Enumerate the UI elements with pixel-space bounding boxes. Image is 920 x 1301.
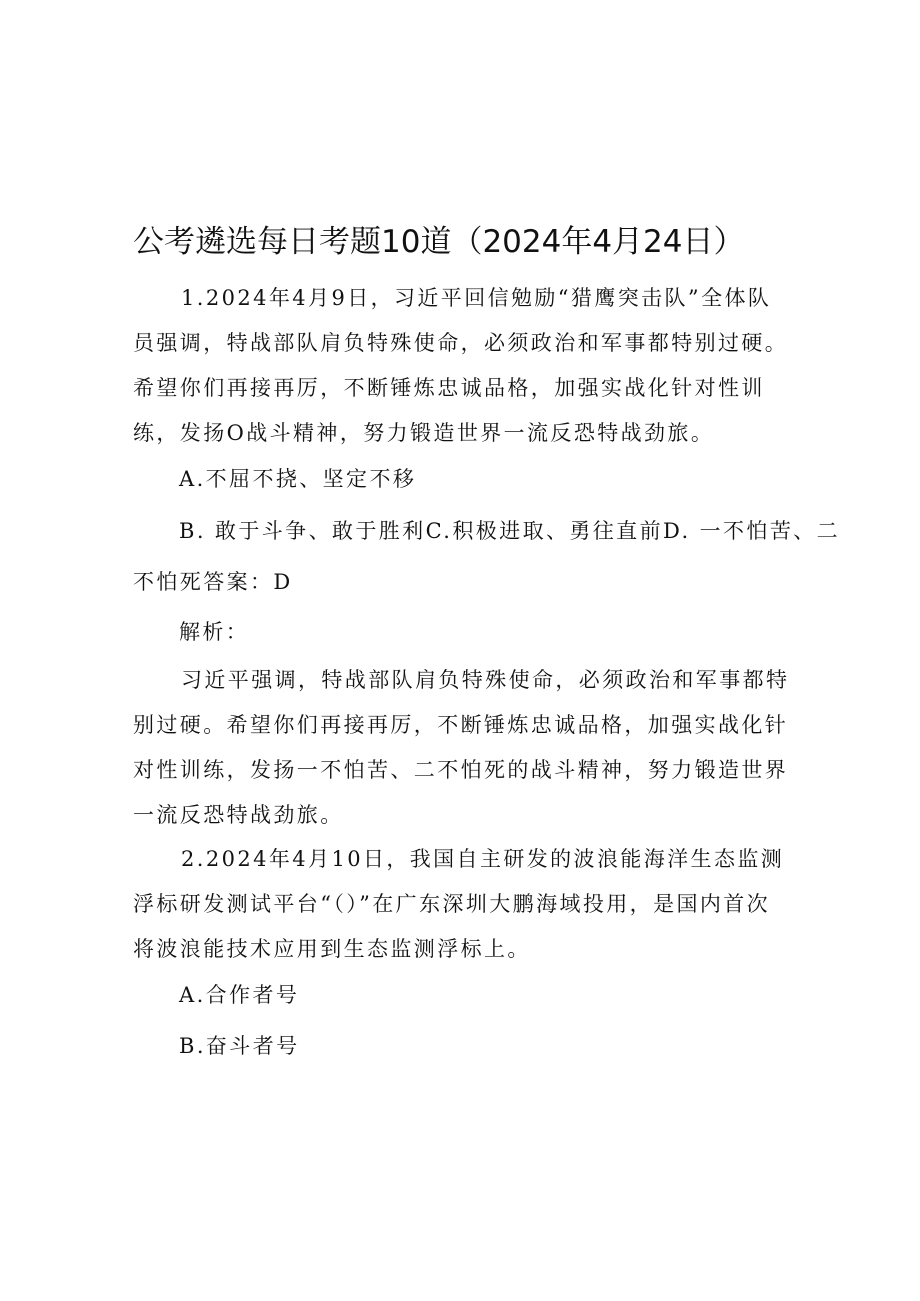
question-1-option-a: A.不屈不挠、坚定不移	[179, 467, 417, 491]
analysis-label: 解析：	[179, 620, 250, 644]
question-1-stem: 1.2024年4月9日，习近平回信勉励“猎鹰突击队”全体队员强调，特战部队肩负特殊使命，必须政治和军事都特别过硬。希望你们再接再厉，不断锤炼忠诚品格，加强实战化针对性训练，发扬O战斗精神，努力锻造世界一流反恐特战劲旅。	[133, 286, 789, 445]
question-1-analysis: 习近平强调，特战部队肩负特殊使命，必须政治和军事都特别过硬。希望你们再接再厉，不断锤炼忠诚品格，加强实战化针对性训练，发扬一不怕苦、二不怕死的战斗精神，努力锻造世界一流反恐特战劲旅。	[133, 668, 790, 827]
document-title: 公考遴选每日考题10道（2024年4月24日）	[133, 224, 745, 260]
question-1-answer: 不怕死答案：D	[133, 570, 293, 594]
question-2-option-a: A.合作者号	[179, 983, 300, 1007]
question-1-options-bcd: B. 敢于斗争、敢于胜利C.积极进取、勇往直前D. 一不怕苦、二	[179, 519, 841, 543]
question-2-stem: 2.2024年4月10日，我国自主研发的波浪能海洋生态监测浮标研发测试平台“（）”在广东深圳大鹏海域投用，是国内首次将波浪能技术应用到生态监测浮标上。	[133, 847, 785, 961]
question-2-option-b: B.奋斗者号	[179, 1034, 300, 1058]
